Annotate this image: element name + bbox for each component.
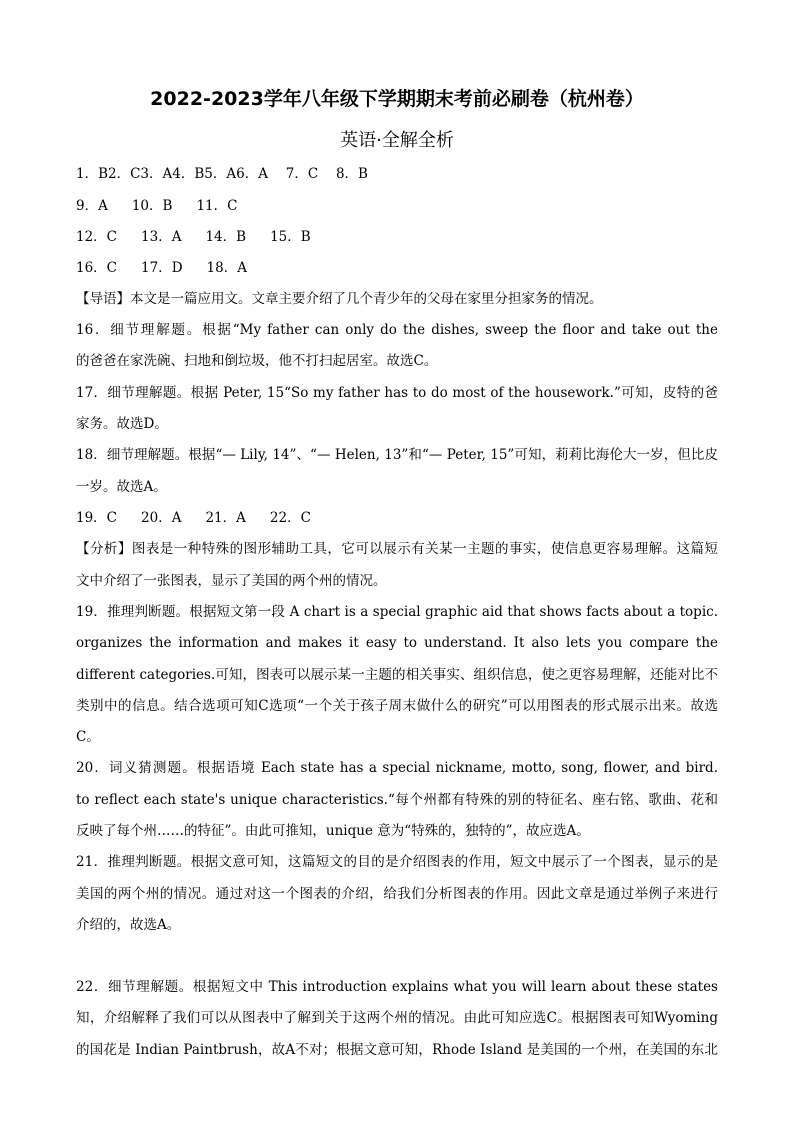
answer-row-4: [76, 258, 718, 278]
answer-row-5: [76, 508, 718, 528]
explanation-line: 的国花是 Indian Paintbrush，故A不对；根据文意可知，Rhode Island 是美国的一个州，在美国的东北: [76, 1042, 718, 1058]
answer-row-2: [76, 196, 718, 216]
analysis-line: 文中介绍了一张图表，显示了美国的两个州的情况。: [76, 573, 387, 589]
answer-item: 13．A: [141, 229, 182, 245]
explanation-line: 类别中的信息。结合选项可知C选项“一个关于孩子周末做什么的研究”可以用图表的形式展示出来。故选: [76, 698, 718, 714]
answer-item: 17．D: [141, 260, 183, 276]
answer-item: 10．B: [131, 198, 173, 214]
page-subtitle: 英语·全解全析: [340, 130, 454, 151]
explanation-line: different categories.可知，图表可以展示某一主题的相关事实、组织信息，使之更容易理解，还能对比不: [76, 667, 718, 683]
answer-row-1: 1．B2．C3．A4．B5．A6．A 7．C 8．B: [76, 166, 368, 182]
explanation-line: to reflect each state's unique characteristics.“每个州都有特殊的别的特征名、座右铭、歌曲、花和: [76, 792, 718, 808]
answer-item: 22．C: [269, 510, 311, 526]
explanation-line: 美国的两个州的情况。通过对这一个图表的介绍，给我们分析图表的作用。因此文章是通过举例子来进行: [76, 886, 718, 902]
answer-item: 20．A: [141, 510, 182, 526]
answer-item: 12．C: [76, 229, 118, 245]
answer-item: 19．C: [76, 510, 118, 526]
page-title: 2022-2023学年八年级下学期期末考前必刷卷（杭州卷）: [150, 88, 644, 110]
explanation-line: 家务。故选D。: [76, 416, 168, 432]
answer-item: 11．C: [196, 198, 238, 214]
analysis-line: 【分析】图表是一种特殊的图形辅助工具，它可以展示有关某一主题的事实，使信息更容易理解。这篇短: [76, 541, 718, 557]
explanation-line: 一岁。故选A。: [76, 479, 167, 495]
explanation-line: 的爸爸在家洗碗、扫地和倒垃圾，他不打扫起居室。故选C。: [76, 353, 438, 369]
explanation-line: C。: [76, 729, 100, 745]
explanation-line: 22．细节理解题。根据短文中 This introduction explains what you will learn about these states: [76, 979, 718, 995]
answer-item: 21．A: [205, 510, 246, 526]
explanation-line: 反映了每个州……的特征”。由此可推知，unique 意为“特殊的，独特的”，故应选A。: [76, 823, 590, 839]
explanation-line: 知，介绍解释了我们可以从图表中了解到关于这两个州的情况。由此可知应选C。根据图表可知Wyoming: [76, 1010, 718, 1026]
answer-row-3: [76, 227, 718, 247]
explanation-line: 16．细节理解题。根据“My father can only do the dishes, sweep the floor and take out the: [76, 322, 718, 338]
answer-item: 14．B: [205, 229, 247, 245]
explanation-line: 21．推理判断题。根据文意可知，这篇短文的目的是介绍图表的作用，短文中展示了一个图表，显示的是: [76, 854, 718, 870]
answer-item: 15．B: [270, 229, 311, 245]
intro-lead: 【导语】本文是一篇应用文。文章主要介绍了几个青少年的父母在家里分担家务的情况。: [76, 291, 603, 307]
explanation-line: 17．细节理解题。根据 Peter, 15“So my father has to do most of the housework.”可知，皮特的爸: [76, 385, 718, 401]
explanation-line: 18．细节理解题。根据“— Lily, 14”、“— Helen, 13”和“— Peter, 15”可知，莉莉比海伦大一岁，但比皮: [76, 447, 718, 463]
explanation-line: 20．词义猜测题。根据语境 Each state has a special nickname, motto, song, flower, and bird.: [76, 760, 718, 776]
explanation-line: organizes the information and makes it easy to understand. It also lets you compare the: [76, 635, 718, 651]
answer-item: 9．A: [76, 198, 108, 214]
answer-item: 16．C: [76, 260, 118, 276]
explanation-line: 介绍的，故选A。: [76, 917, 181, 933]
explanation-line: 19．推理判断题。根据短文第一段 A chart is a special graphic aid that shows facts about a topic.: [76, 604, 718, 620]
answer-item: 18．A: [206, 260, 247, 276]
